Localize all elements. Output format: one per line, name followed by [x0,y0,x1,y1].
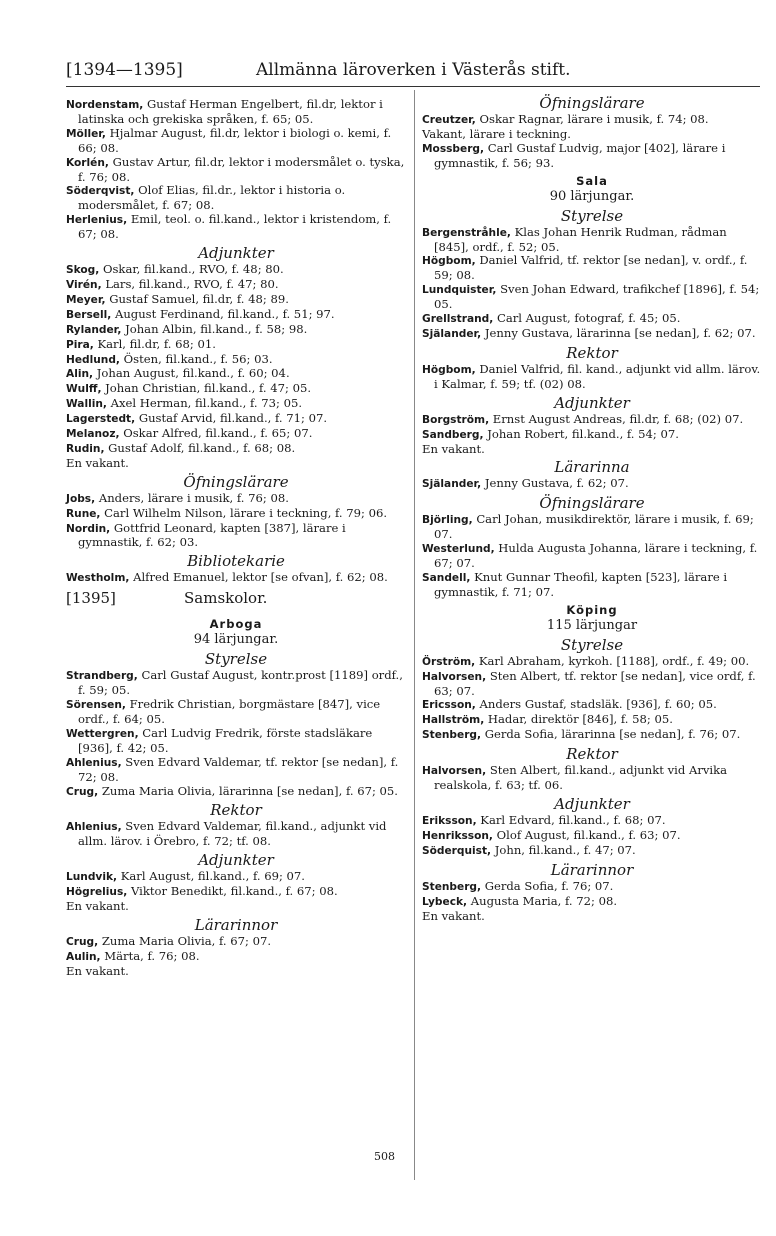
entry-name: Herlenius, [66,214,128,227]
heading-styrelse: Styrelse [560,206,624,225]
entry-name: Lagerstedt, [66,413,136,426]
heading-bibliotekarie: Bibliotekarie [187,552,285,571]
entry-name: Rylander, [66,323,122,336]
entry-name: Henriksson, [422,829,493,842]
entry-name: Eriksson, [422,815,477,827]
heading-ofningslarare: Öfningslärare [539,494,645,513]
entry [422,670,762,699]
entry-name: Ahlenius, [66,821,122,834]
page-title: Allmänna läroverken i Västerås stift. [256,60,571,80]
student-count: 90 lärjungar. [549,188,635,204]
entries-rektor [422,764,762,793]
right-column [422,94,762,923]
entry-text: Anders, lärare i musik, f. 76; 08. [98,490,289,505]
entry-text: Johan Robert, fil.kand., f. 54; 07. [487,426,679,441]
town-sala: Sala [576,173,608,188]
entry [422,413,762,428]
entry-text: Lars, fil.kand., RVO, f. 47; 80. [105,276,279,291]
entry-name: Crug, [66,935,99,948]
entry-name: Söderquist, [422,844,492,857]
entry-name: Skog, [66,264,100,277]
entry-text: Karl Abraham, kyrkoh. [1188], ordf., f. 49; 00. [478,653,750,668]
entry-text: Gustaf Adolf, fil.kand., f. 68; 08. [108,440,296,455]
entry [66,263,406,278]
heading-rektor: Rektor [210,801,262,820]
entry [66,323,406,338]
entry [66,308,406,323]
entries-lektorer [66,98,406,242]
entry [66,727,406,756]
entry-name: Rudin, [66,442,105,455]
entry-text: Knut Gunnar Theofil, kapten [523], lärare i gymnastik, f. 71; 07. [434,569,728,599]
entry-name: Själander, [422,478,482,491]
vacant-note: En vakant. [66,899,129,914]
entry-name: Wettergren, [66,727,139,740]
entry [66,950,406,965]
entry-text: Hulda Augusta Johanna, lärare i teckning, f. 67; 07. [434,541,758,571]
entry-text: August Ferdinand, fil.kand., f. 51; 97. [114,306,335,321]
entry-text: Klas Johan Henrik Rudman, rådman [845], ordf., f. 52; 05. [434,224,727,254]
entry-text: Fredrik Christian, borgmästare [847], vice ordf., f. 64; 05. [78,697,381,726]
entry-name: Halvorsen, [422,670,487,683]
entry-text: Ernst August Andreas, fil.dr, f. 68; (02) 07. [492,411,744,426]
entry [422,513,762,542]
heading-rektor: Rektor [566,745,618,764]
entry [422,283,762,312]
entry-name: Borgström, [422,413,490,426]
entry [422,829,762,844]
entry [66,338,406,353]
entry [66,785,406,800]
heading-lararinna: Lärarinna [554,458,630,477]
entry-text: Gottfrid Leonard, kapten [387], lärare i gymnastik, f. 62; 03. [78,520,346,550]
vacant-note: En vakant. [66,963,129,978]
entry-name: Pira, [66,338,94,351]
heading-styrelse: Styrelse [560,635,624,654]
entry-text: Johan August, fil.kand., f. 60; 04. [96,366,290,381]
entry-name: Nordin, [66,522,111,535]
entry-text: Märta, f. 76; 08. [104,948,200,963]
entry-text: Daniel Valfrid, fil. kand., adjunkt vid allm. lärov. i Kalmar, f. 59; tf. (02) 08. [434,361,761,391]
heading-lararinnor: Lärarinnor [194,915,278,934]
entries-lararinnor [422,880,762,910]
entry [66,427,406,442]
header-rule [66,86,760,87]
entry [422,764,762,793]
entry-name: Rune, [66,507,101,520]
entry [422,363,762,392]
entry-text: John, fil.kand., f. 47; 07. [494,842,636,857]
entry-name: Meyer, [66,293,106,306]
entry [66,885,406,900]
entry-name: Westerlund, [422,543,495,556]
entry-text: Anders Gustaf, stadsläk. [936], f. 60; 05. [479,697,717,712]
entry-text: Gerda Sofia, lärarinna [se nedan], f. 76; 07. [484,727,741,742]
entry-text: Sten Albert, tf. rektor [se nedan], vice ordf, f. 63; 07. [434,668,756,698]
entry-name: Stenberg, [422,729,482,742]
entry-text: Carl Gustaf August, kontr.prost [1189] ordf., f. 59; 05. [78,668,403,698]
entry-text: Karl Edvard, fil.kand., f. 68; 07. [480,813,666,827]
entry-text: Johan Albin, fil.kand., f. 58; 98. [125,321,308,336]
entry-name: Högbom, [422,363,476,376]
entry-text: Viktor Benedikt, fil.kand., f. 67; 08. [130,884,338,899]
entry-name: Sandberg, [422,428,484,441]
town-arboga: Arboga [209,617,263,632]
entry-name: Söderqvist, [66,185,135,198]
entry [422,571,762,600]
column-divider [414,90,415,1180]
entry-text: Zuma Maria Olivia, lärarinna [se nedan], f. 67; 05. [101,783,398,798]
entry-name: Virén, [66,278,102,291]
entry-text: Alfred Emanuel, lektor [se ofvan], f. 62; 08. [133,570,388,585]
heading-adjunkter: Adjunkter [198,244,274,263]
entry-name: Jobs, [66,492,96,505]
entries-ofningslarare [422,113,762,128]
vacant-note: En vakant. [422,441,485,456]
entry [422,698,762,713]
page-number: 508 [374,1150,395,1163]
page-header [66,60,756,84]
entry [422,113,762,128]
entry-text: Hadar, direktör [846], f. 58; 05. [487,712,673,727]
entry [66,293,406,308]
vacant-note: En vakant. [422,908,485,923]
entry [66,278,406,293]
entry [422,728,762,743]
entries-bibliotekarie [66,571,406,586]
heading-adjunkter: Adjunkter [554,393,630,412]
entry [422,477,762,492]
entry-name: Ahlenius, [66,756,122,769]
entries-styrelse [422,655,762,743]
entries-adjunkter [66,263,406,457]
entry-text: Zuma Maria Olivia, f. 67; 07. [101,933,272,948]
entry-name: Mossberg, [422,142,485,155]
entry-text: Augusta Maria, f. 72; 08. [470,893,618,908]
entry [66,669,406,698]
entries-rektor [66,820,406,849]
student-count: 94 lärjungar. [193,632,279,648]
entry-name: Halvorsen, [422,765,487,778]
heading-adjunkter: Adjunkter [554,795,630,813]
entry [66,184,406,213]
entry-text: Olof Elias, fil.dr., lektor i historia o. modersmålet, f. 67; 08. [78,183,346,213]
entry [422,655,762,670]
entry-text: Oskar Ragnar, lärare i musik, f. 74; 08. [479,112,709,126]
entry-text: Daniel Valfrid, tf. rektor [se nedan], v. ordf., f. 59; 08. [434,253,748,283]
entry-name: Creutzer, [422,114,476,126]
entry-text: Carl Wilhelm Nilson, lärare i teckning, f. 79; 06. [104,505,388,520]
entry-name: Nordenstam, [66,99,144,111]
entries-styrelse [66,669,406,799]
entries-adjunkter [422,814,762,859]
entry-text: Sven Edvard Valdemar, fil.kand., adjunkt vid allm. lärov. i Örebro, f. 72; tf. 08. [78,819,387,849]
entry-name: Stenberg, [422,880,482,893]
entry-text: Johan Christian, fil.kand., f. 47; 05. [105,381,312,396]
entry [422,226,762,255]
entry-name: Hedlund, [66,353,120,366]
entry [422,880,762,895]
entry-text: Axel Herman, fil.kand., f. 73; 05. [110,396,303,411]
entry-text: Karl August, fil.kand., f. 69; 07. [120,869,305,884]
entry [66,156,406,185]
entry-name: Melanoz, [66,428,120,441]
entry [422,713,762,728]
entry [66,353,406,368]
entry-text: Karl, fil.dr, f. 68; 01. [97,336,216,351]
student-count: 115 lärjungar [546,617,638,633]
entry-name: Högbom, [422,255,476,268]
entry-text: Hjalmar August, fil.dr, lektor i biologi o. kemi, f. 66; 08. [78,125,392,155]
entry-name: Ericsson, [422,699,476,712]
entry-text: Gustaf Arvid, fil.kand., f. 71; 07. [138,411,328,426]
heading-adjunkter: Adjunkter [198,851,274,870]
left-column [66,98,406,979]
entry [422,327,762,342]
entry [422,844,762,859]
section-number: [1395] [66,589,116,608]
heading-rektor: Rektor [566,343,618,362]
entries-rektor [422,363,762,392]
page-range: [1394—1395] [66,60,183,80]
entry-name: Sörensen, [66,699,126,712]
entry-name: Lybeck, [422,895,468,908]
section-title: Samskolor. [184,589,268,608]
entry [422,814,762,829]
entry-name: Möller, [66,127,106,140]
heading-ofningslarare: Öfningslärare [539,94,645,112]
entry [66,507,406,522]
entry [422,895,762,910]
entry [66,213,406,242]
entry-name: Wallin, [66,398,107,411]
entry-text: Gustaf Herman Engelbert, fil.dr, lektor i latinska och grekiska språken, f. 65; 05. [78,97,383,126]
entry-name: Wulff, [66,383,102,396]
entry [66,98,406,127]
entry [66,397,406,412]
entry [66,756,406,785]
entry [422,428,762,443]
entries-adjunkter [422,413,762,443]
entry [66,382,406,397]
entry-text: Sven Johan Edward, trafikchef [1896], f. 54; 05. [434,282,760,312]
entry [66,820,406,849]
entry-name: Hallström, [422,714,485,727]
entry-text: Östen, fil.kand., f. 56; 03. [123,351,273,366]
entry-name: Björling, [422,514,473,527]
entry-text: Sten Albert, fil.kand., adjunkt vid Arvika realskola, f. 63; tf. 06. [434,763,728,793]
entry-text: Carl Johan, musikdirektör, lärare i musik, f. 69; 07. [434,512,754,542]
entry-name: Grellstrand, [422,313,494,326]
town-koping: Köping [566,602,618,617]
entry [66,367,406,382]
entries-lararinnor [66,935,406,965]
entries-ofningslarare [66,492,406,551]
entries-lararinna [422,477,762,492]
heading-styrelse: Styrelse [204,650,268,669]
entry [66,698,406,727]
entry-text: Carl Gustaf Ludvig, major [402], lärare i gymnastik, f. 56; 93. [434,140,726,170]
entry [66,870,406,885]
entry [422,312,762,327]
entries-adjunkter [66,870,406,900]
entry-text: Emil, teol. o. fil.kand., lektor i kristendom, f. 67; 08. [78,212,392,242]
entry-name: Alin, [66,368,94,381]
entry [66,935,406,950]
entry-name: Westholm, [66,572,130,585]
entry-text: Jenny Gustava, lärarinna [se nedan], f. 62; 07. [484,325,756,340]
entry-text: Olof August, fil.kand., f. 63; 07. [496,827,681,842]
entry-text: Gustaf Samuel, fil.dr, f. 48; 89. [109,291,289,306]
entry [66,412,406,427]
entry-text: Carl Ludvig Fredrik, förste stadsläkare [936], f. 42; 05. [78,725,373,755]
entry-name: Högrelius, [66,886,128,899]
entry-name: Lundvik, [66,871,118,884]
entry [422,542,762,571]
entry-name: Strandberg, [66,670,138,683]
heading-lararinnor: Lärarinnor [550,860,634,879]
entry [66,571,406,586]
vacant-note: Vakant, lärare i teckning. [422,126,571,141]
entry-name: Lundquister, [422,284,497,297]
heading-ofningslarare: Öfningslärare [183,472,289,491]
entry-name: Bergenstråhle, [422,226,511,239]
entry-text: Oskar Alfred, fil.kand., f. 65; 07. [123,426,313,441]
entries-ofningslarare [422,142,762,171]
entry-text: Sven Edvard Valdemar, tf. rektor [se nedan], f. 72; 08. [78,754,399,784]
entry [66,492,406,507]
entries-styrelse [422,226,762,342]
entry-name: Korlén, [66,156,109,169]
entry-name: Örström, [422,655,476,668]
entry-name: Bersell, [66,308,112,321]
entry [66,442,406,457]
entry [422,142,762,171]
vacant-note: En vakant. [66,455,129,470]
entry-text: Gustav Artur, fil.dr, lektor i modersmålet o. tyska, f. 76; 08. [78,154,405,184]
entry [66,522,406,551]
entry-text: Carl August, fotograf, f. 45; 05. [496,311,681,326]
entry-name: Själander, [422,327,482,340]
entry-name: Crug, [66,785,99,798]
entry-text: Jenny Gustava, f. 62; 07. [484,476,629,491]
entries-ofningslarare [422,513,762,599]
section-samskolor [66,590,406,614]
entry-name: Sandell, [422,571,471,584]
entry-name: Aulin, [66,950,101,963]
entry [66,127,406,156]
entry-text: Oskar, fil.kand., RVO, f. 48; 80. [102,262,284,277]
entry [422,254,762,283]
entry-text: Gerda Sofia, f. 76; 07. [484,878,614,893]
